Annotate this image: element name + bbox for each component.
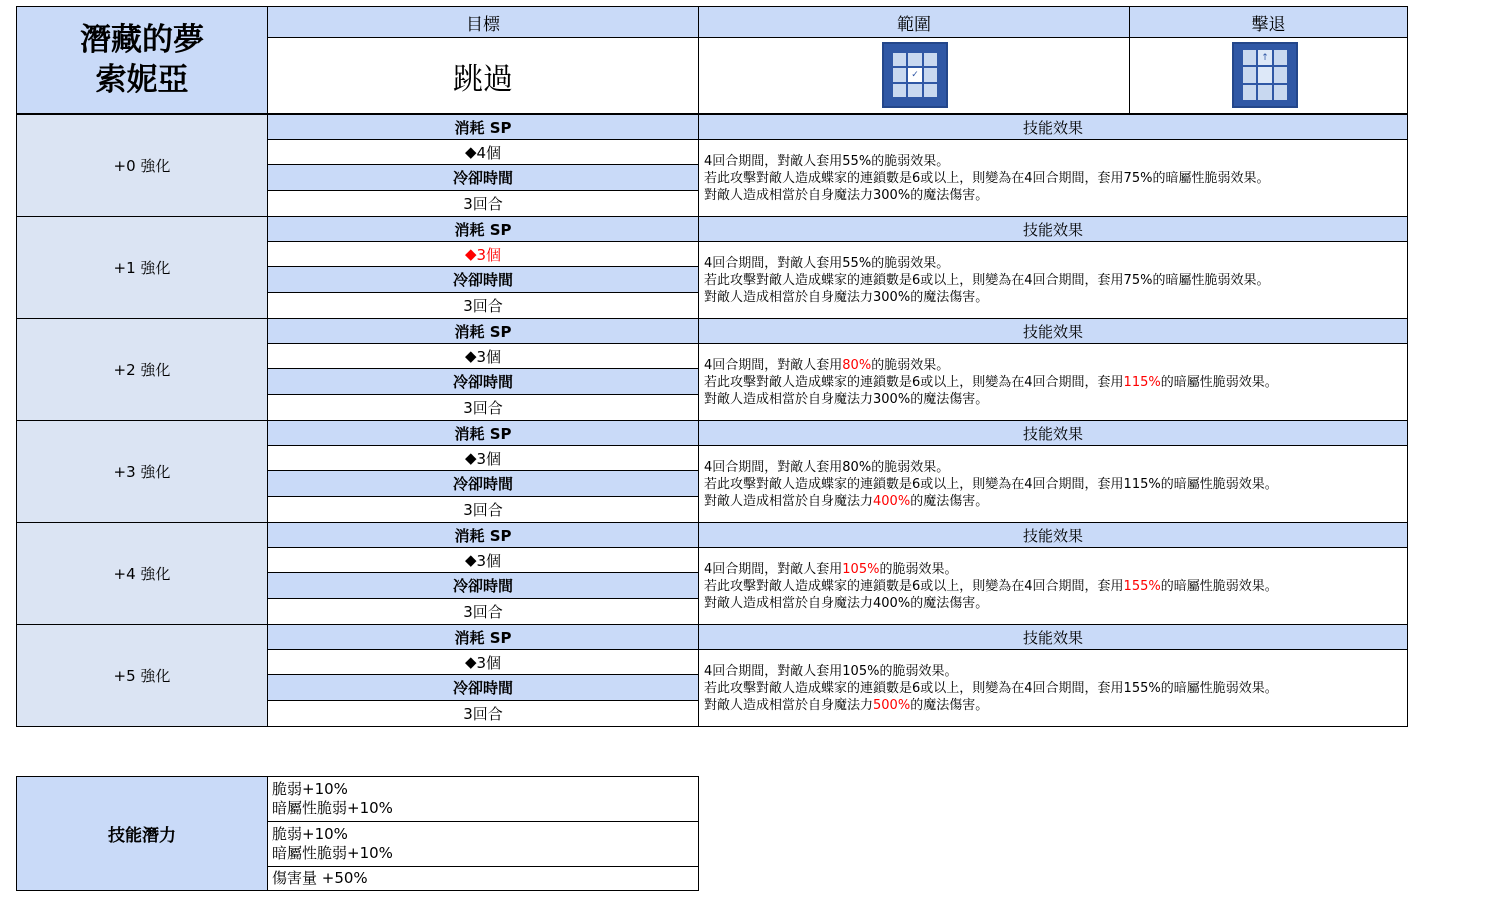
effect-text-part: 的暗屬性脆弱效果。 (1152, 170, 1270, 186)
potential-title: 技能潛力 (16, 776, 268, 891)
sp-value (267, 343, 699, 369)
cooldown-label: 冷卻時間 (267, 164, 699, 191)
effect-value: 55% (842, 153, 872, 169)
cooldown-value: 3回合 (267, 190, 699, 217)
effect-text-part: 對敵人造成相當於自身魔法力 (704, 493, 874, 509)
potential-line: 暗屬性脆弱+10% (272, 844, 393, 862)
effect-text-part: 4回合期間，對敵人套用 (704, 357, 843, 373)
effect-text-part: 的魔法傷害。 (910, 289, 989, 305)
effect-label: 技能效果 (698, 522, 1408, 548)
sp-label: 消耗 SP (267, 624, 699, 650)
effect-text-part: 若此攻擊對敵人造成蝶家的連鎖數是6或以上，則變為在4回合期間，套用 (704, 476, 1124, 492)
level-name: +1 強化 (16, 216, 268, 319)
potential-line: 傷害量 +50% (272, 869, 368, 887)
effect-value: 115% (1123, 374, 1161, 390)
level-name: +0 強化 (16, 114, 268, 217)
effect-line (704, 391, 1402, 408)
effect-text-part: 若此攻擊對敵人造成蝶家的連鎖數是6或以上，則變為在4回合期間，套用 (704, 578, 1124, 594)
sp-label: 消耗 SP (267, 114, 699, 140)
cooldown-value: 3回合 (267, 496, 699, 523)
cooldown-label: 冷卻時間 (267, 368, 699, 395)
effect-value: 75% (1123, 170, 1153, 186)
sp-diamond-icon: ◆ (464, 551, 477, 569)
effect-value: 300% (873, 391, 911, 407)
effect-text-part: 對敵人造成相當於自身魔法力 (704, 595, 874, 611)
sp-label: 消耗 SP (267, 318, 699, 344)
effect-text-part: 的魔法傷害。 (910, 595, 989, 611)
potential-line: 脆弱+10% (272, 825, 348, 843)
level-name: +3 強化 (16, 420, 268, 523)
effect-line (704, 476, 1402, 493)
skill-name-line2: 索妮亞 (95, 62, 189, 98)
effect-text-part: 對敵人造成相當於自身魔法力 (704, 697, 874, 713)
cooldown-value: 3回合 (267, 700, 699, 727)
effect-value: 80% (842, 357, 872, 373)
effect-line (704, 680, 1402, 697)
level-name: +5 強化 (16, 624, 268, 727)
effect-line (704, 663, 1402, 680)
effect-text (698, 241, 1408, 319)
effect-text-part: 的魔法傷害。 (910, 493, 989, 509)
effect-text (698, 343, 1408, 421)
potential-line: 暗屬性脆弱+10% (272, 799, 393, 817)
effect-text-part: 4回合期間，對敵人套用 (704, 153, 843, 169)
sp-count: 3個 (476, 551, 502, 570)
sp-diamond-icon: ◆ (464, 653, 477, 671)
effect-line (704, 272, 1402, 289)
knockback-grid-icon: ↑ (1232, 42, 1298, 108)
knockback-header: 擊退 (1129, 6, 1408, 38)
sp-value (267, 139, 699, 165)
sp-value (267, 241, 699, 267)
effect-text-part: 若此攻擊對敵人造成蝶家的連鎖數是6或以上，則變為在4回合期間，套用 (704, 680, 1124, 696)
effect-text-part: 4回合期間，對敵人套用 (704, 561, 843, 577)
effect-line (704, 374, 1402, 391)
effect-text-part: 的脆弱效果。 (879, 663, 958, 679)
effect-text-part: 的魔法傷害。 (910, 391, 989, 407)
cooldown-value: 3回合 (267, 292, 699, 319)
cooldown-value: 3回合 (267, 598, 699, 625)
sp-count: 3個 (476, 245, 502, 264)
effect-line (704, 170, 1402, 187)
effect-line (704, 561, 1402, 578)
cooldown-label: 冷卻時間 (267, 470, 699, 497)
effect-line (704, 595, 1402, 612)
effect-line (704, 697, 1402, 714)
effect-value: 105% (842, 561, 880, 577)
effect-text-part: 的脆弱效果。 (871, 459, 950, 475)
effect-label: 技能效果 (698, 114, 1408, 140)
sp-count: 3個 (476, 653, 502, 672)
effect-text-part: 4回合期間，對敵人套用 (704, 663, 843, 679)
effect-text-part: 的脆弱效果。 (871, 357, 950, 373)
sp-diamond-icon: ◆ (464, 245, 477, 263)
effect-value: 75% (1123, 272, 1153, 288)
sp-diamond-icon: ◆ (464, 143, 477, 161)
effect-label: 技能效果 (698, 216, 1408, 242)
effect-value: 55% (842, 255, 872, 271)
effect-text (698, 547, 1408, 625)
effect-value: 300% (873, 187, 911, 203)
effect-text-part: 若此攻擊對敵人造成蝶家的連鎖數是6或以上，則變為在4回合期間，套用 (704, 272, 1124, 288)
effect-value: 155% (1123, 680, 1161, 696)
sp-value (267, 649, 699, 675)
effect-value: 155% (1123, 578, 1161, 594)
sp-diamond-icon: ◆ (464, 347, 477, 365)
cooldown-label: 冷卻時間 (267, 674, 699, 701)
target-header: 目標 (267, 6, 699, 38)
sp-diamond-icon: ◆ (464, 449, 477, 467)
skill-name-line1: 潛藏的夢 (80, 22, 204, 58)
potential-line: 脆弱+10% (272, 780, 348, 798)
effect-label: 技能效果 (698, 624, 1408, 650)
effect-line (704, 153, 1402, 170)
sp-label: 消耗 SP (267, 522, 699, 548)
effect-value: 300% (873, 289, 911, 305)
effect-value: 400% (873, 493, 911, 509)
range-grid-icon: ✓ (882, 42, 948, 108)
effect-value: 500% (873, 697, 911, 713)
level-name: +2 強化 (16, 318, 268, 421)
effect-line (704, 459, 1402, 476)
effect-line (704, 255, 1402, 272)
potential-row-2 (267, 821, 699, 867)
effect-text (698, 445, 1408, 523)
sp-count: 3個 (476, 449, 502, 468)
target-value: 跳過 (267, 37, 699, 114)
effect-text-part: 對敵人造成相當於自身魔法力 (704, 187, 874, 203)
effect-text-part: 的脆弱效果。 (871, 255, 950, 271)
effect-text-part: 的暗屬性脆弱效果。 (1152, 272, 1270, 288)
effect-text-part: 對敵人造成相當於自身魔法力 (704, 391, 874, 407)
effect-text-part: 4回合期間，對敵人套用 (704, 459, 843, 475)
cooldown-value: 3回合 (267, 394, 699, 421)
sp-value (267, 547, 699, 573)
effect-text (698, 649, 1408, 727)
effect-text-part: 若此攻擊對敵人造成蝶家的連鎖數是6或以上，則變為在4回合期間，套用 (704, 374, 1124, 390)
effect-value: 115% (1123, 476, 1161, 492)
effect-line (704, 493, 1402, 510)
effect-line (704, 187, 1402, 204)
effect-text-part: 的魔法傷害。 (910, 187, 989, 203)
effect-text-part: 若此攻擊對敵人造成蝶家的連鎖數是6或以上，則變為在4回合期間，套用 (704, 170, 1124, 186)
cooldown-label: 冷卻時間 (267, 572, 699, 599)
potential-row-3 (267, 866, 699, 891)
sp-count: 3個 (476, 347, 502, 366)
potential-row-1 (267, 776, 699, 822)
range-header: 範圍 (698, 6, 1130, 38)
sp-label: 消耗 SP (267, 216, 699, 242)
effect-text-part: 的魔法傷害。 (910, 697, 989, 713)
effect-line (704, 357, 1402, 374)
effect-text-part: 的脆弱效果。 (879, 561, 958, 577)
effect-text-part: 4回合期間，對敵人套用 (704, 255, 843, 271)
skill-name-cell (16, 6, 268, 114)
effect-value: 80% (842, 459, 872, 475)
effect-line (704, 289, 1402, 306)
effect-text-part: 的暗屬性脆弱效果。 (1160, 374, 1278, 390)
effect-text (698, 139, 1408, 217)
sp-value (267, 445, 699, 471)
effect-line (704, 578, 1402, 595)
sp-label: 消耗 SP (267, 420, 699, 446)
effect-text-part: 的暗屬性脆弱效果。 (1160, 680, 1278, 696)
effect-text-part: 的暗屬性脆弱效果。 (1160, 476, 1278, 492)
effect-label: 技能效果 (698, 318, 1408, 344)
effect-text-part: 的脆弱效果。 (871, 153, 950, 169)
effect-text-part: 對敵人造成相當於自身魔法力 (704, 289, 874, 305)
effect-text-part: 的暗屬性脆弱效果。 (1160, 578, 1278, 594)
effect-value: 400% (873, 595, 911, 611)
sp-count: 4個 (476, 143, 502, 162)
level-name: +4 強化 (16, 522, 268, 625)
effect-label: 技能效果 (698, 420, 1408, 446)
cooldown-label: 冷卻時間 (267, 266, 699, 293)
effect-value: 105% (842, 663, 880, 679)
